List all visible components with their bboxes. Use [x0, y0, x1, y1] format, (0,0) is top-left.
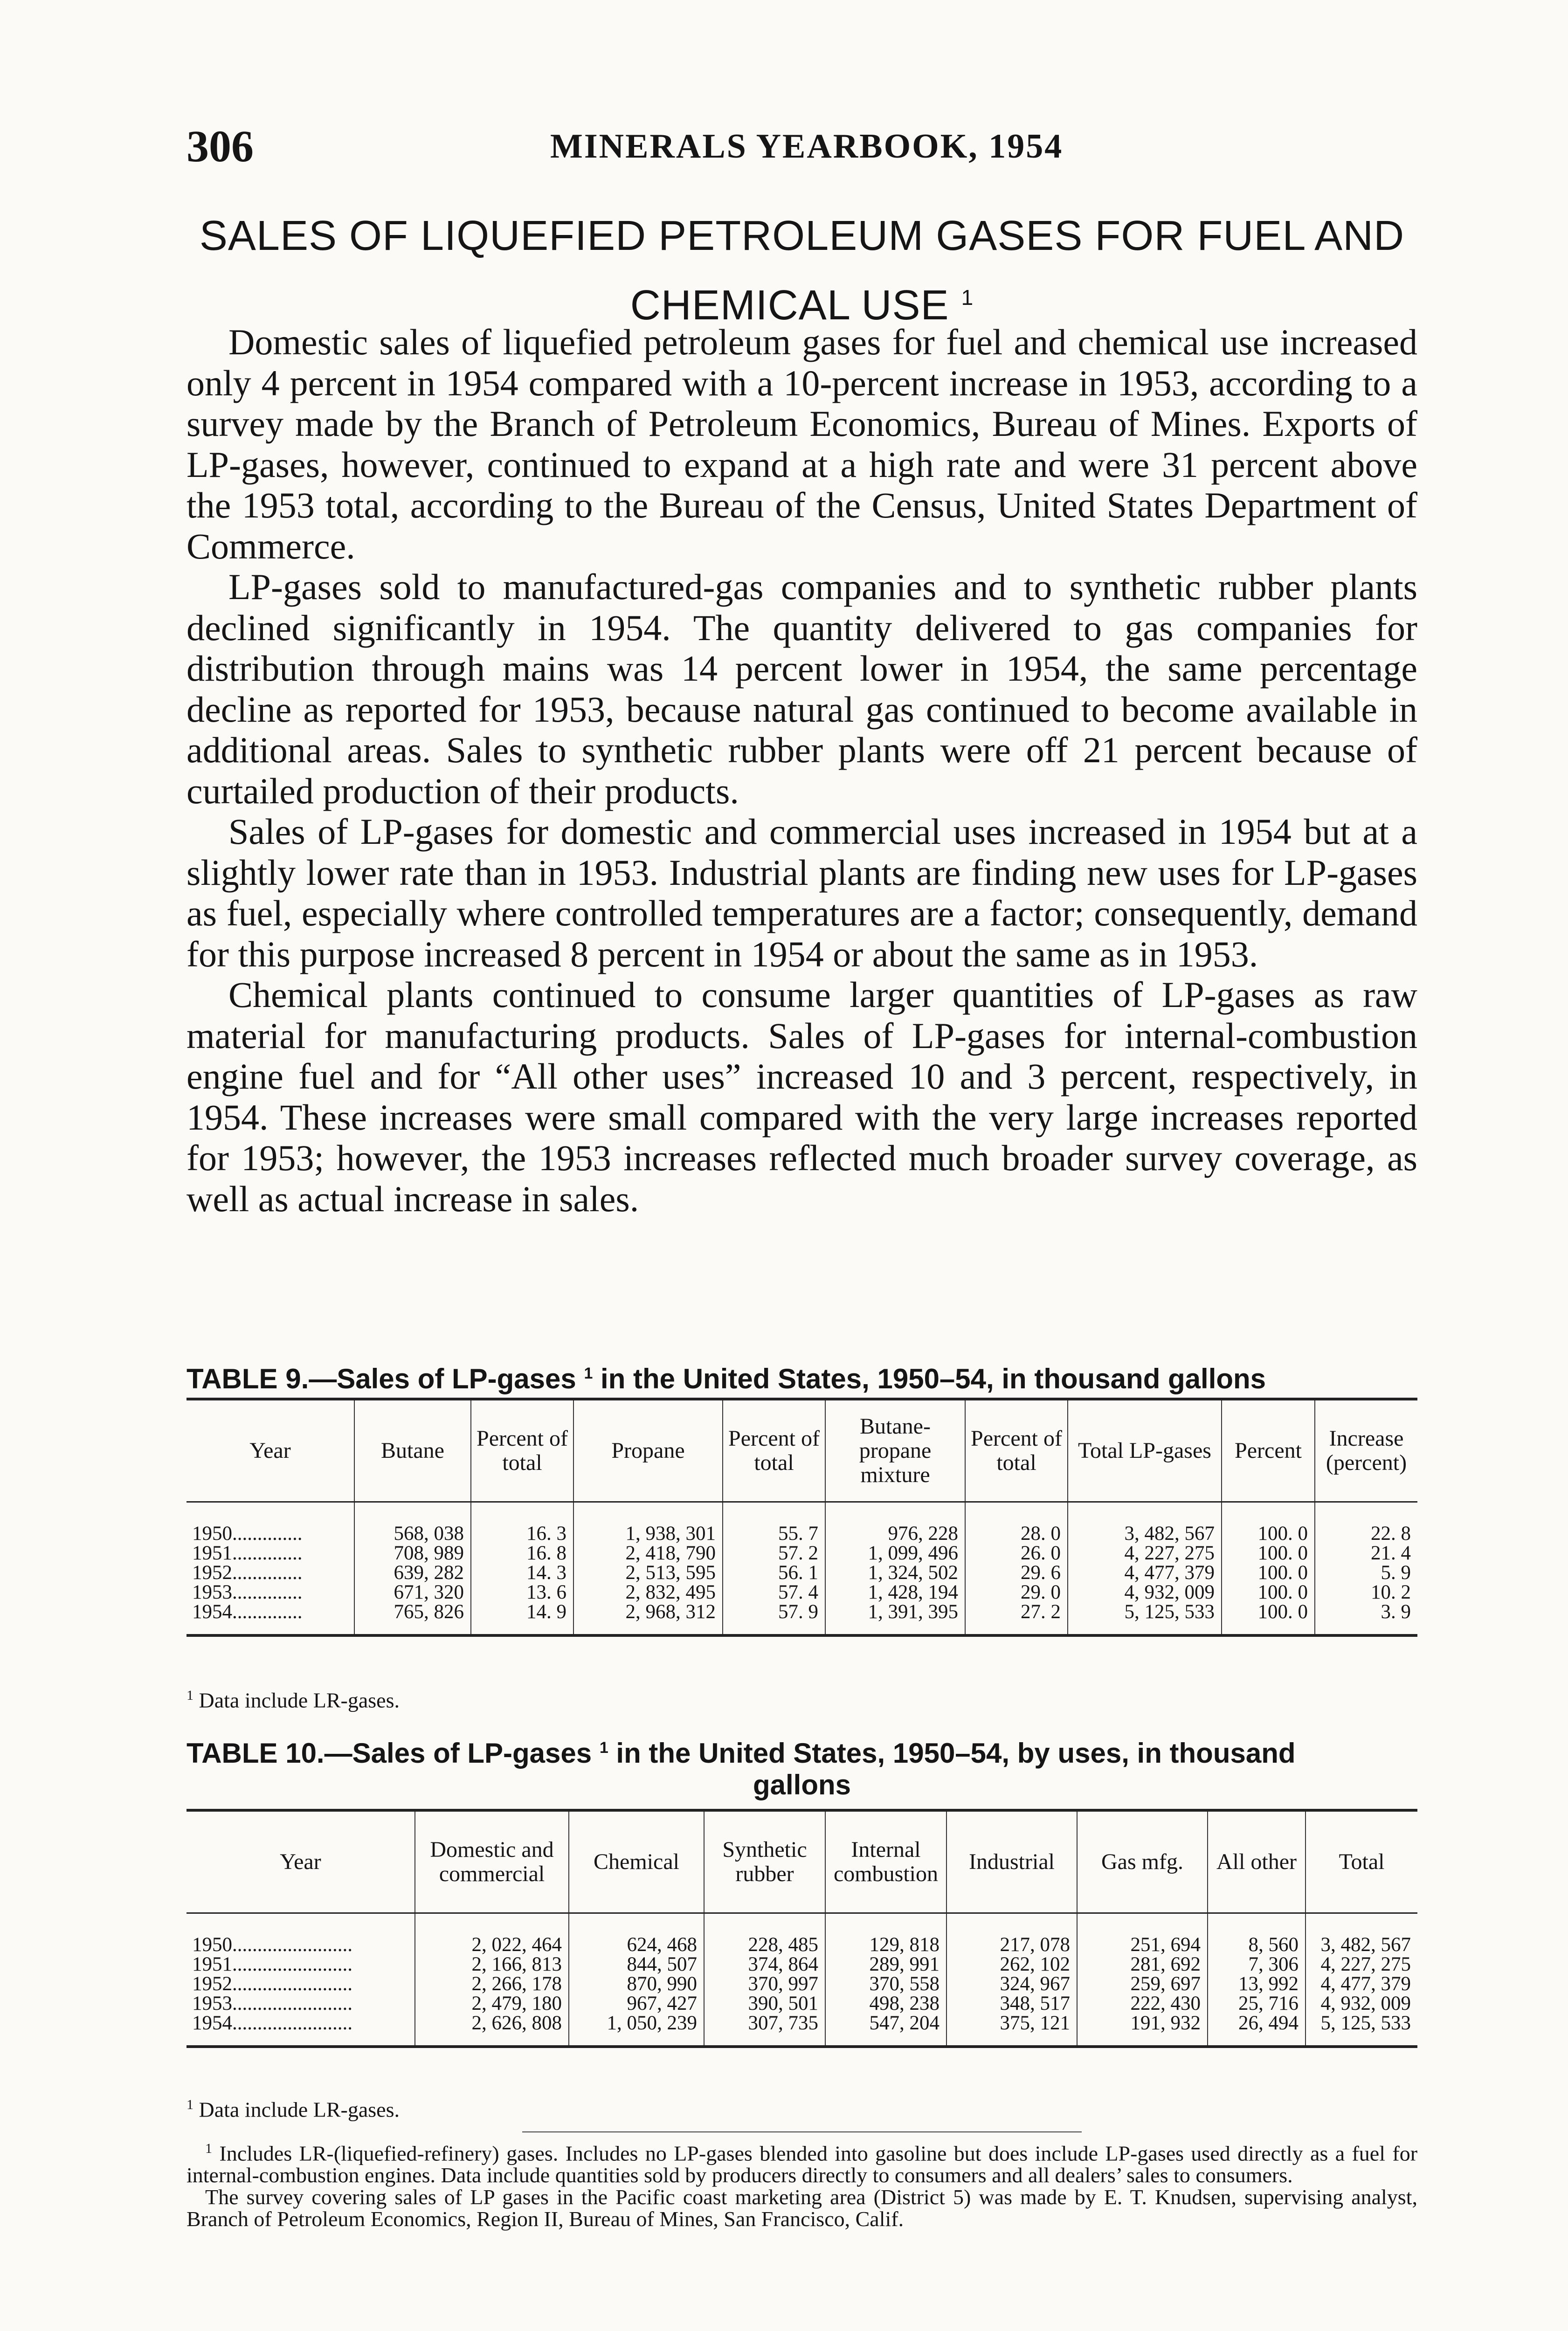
table-cell: 191, 932 [1077, 2014, 1208, 2047]
table-cell: 100. 0 [1222, 1544, 1315, 1563]
table-cell: 2, 832, 495 [573, 1583, 723, 1602]
table-cell: 10. 2 [1315, 1583, 1417, 1602]
table-9-col-header: Percent of total [723, 1399, 825, 1502]
table-cell: 2, 626, 808 [415, 2014, 569, 2047]
table-10-col-header: Internal combustion [825, 1810, 946, 1913]
table-cell: 2, 022, 464 [415, 1913, 569, 1955]
table-10-col-header: Total [1306, 1810, 1417, 1913]
table-cell: 28. 0 [965, 1502, 1068, 1544]
footnote-divider [522, 2131, 1082, 2132]
table-cell: 2, 479, 180 [415, 1994, 569, 2014]
running-head: MINERALS YEARBOOK, 1954 [550, 127, 1064, 166]
table-cell: 100. 0 [1222, 1502, 1315, 1544]
table-cell: 222, 430 [1077, 1994, 1208, 2014]
table-cell: 57. 2 [723, 1544, 825, 1563]
table-10-footnote: $^1$ Data include LR-gases. [187, 2097, 400, 2122]
table-cell: 765, 826 [354, 1602, 471, 1635]
table-cell: 14. 9 [471, 1602, 573, 1635]
year-cell: 1950........................ [192, 1934, 352, 1956]
table-row [187, 1583, 1417, 1602]
year-cell: 1952.............. [192, 1562, 303, 1584]
table-cell: 4, 932, 009 [1068, 1583, 1222, 1602]
table-cell: 29. 0 [965, 1583, 1068, 1602]
year-cell: 1951.............. [192, 1542, 303, 1564]
table-row [187, 1544, 1417, 1563]
table-cell: 26. 0 [965, 1544, 1068, 1563]
year-cell: 1951........................ [192, 1953, 352, 1975]
table-10 [187, 1809, 1417, 2048]
footnote: The survey covering sales of LP gases in the Pacific coast marketing area (District 5) was made by E. T. Knudsen, supervising analyst, Branch of Petroleum Economics, Region II, Bureau of Mines, San Francisco, Calif. [187, 2185, 1417, 2231]
table-cell: 639, 282 [354, 1563, 471, 1583]
paragraph: Chemical plants continued to consume larger quantities of LP-gases as raw material for manufacturing products. Sales of LP-gases for internal-combustion engine fuel and for “All other uses” increased 10 and 3 percent, respectively, in 1954. These increases were small compared with the very large increases reported for 1953; however, the 1953 increases reflected much broader survey coverage, as well as actual increase in sales. [187, 974, 1417, 1219]
table-9-title-prefix: TABLE 9.—Sales of LP-gases [187, 1363, 576, 1394]
table-cell: 217, 078 [946, 1913, 1077, 1955]
section-title-line-1: SALES OF LIQUEFIED PETROLEUM GASES FOR FUEL AND [199, 213, 1405, 259]
table-cell: 56. 1 [723, 1563, 825, 1583]
table-cell: 100. 0 [1222, 1583, 1315, 1602]
table-cell: 29. 6 [965, 1563, 1068, 1583]
table-row [187, 1994, 1417, 2014]
table-row [187, 2014, 1417, 2047]
year-cell: 1953.............. [192, 1581, 303, 1603]
table-row [187, 1563, 1417, 1583]
table-cell: 4, 477, 379 [1068, 1563, 1222, 1583]
table-cell: 844, 507 [569, 1955, 704, 1974]
table-cell: 13, 992 [1208, 1974, 1306, 1994]
table-cell: 4, 227, 275 [1306, 1955, 1417, 1974]
table-cell: 251, 694 [1077, 1913, 1208, 1955]
page-footnotes [187, 2138, 1417, 2230]
table-cell: 5, 125, 533 [1068, 1602, 1222, 1635]
table-cell: 324, 967 [946, 1974, 1077, 1994]
table-10-title-suffix: in the United States, 1950–54, by uses, in thousand [616, 1738, 1296, 1769]
table-cell: 259, 697 [1077, 1974, 1208, 1994]
table-cell: 8, 560 [1208, 1913, 1306, 1955]
table-cell: 2, 266, 178 [415, 1974, 569, 1994]
table-cell: 370, 997 [704, 1974, 825, 1994]
table-cell: 708, 989 [354, 1544, 471, 1563]
table-cell: 3. 9 [1315, 1602, 1417, 1635]
table-10-col-header: All other [1208, 1810, 1306, 1913]
table-cell: 4, 932, 009 [1306, 1994, 1417, 2014]
table-cell: 100. 0 [1222, 1563, 1315, 1583]
year-cell: 1953........................ [192, 1993, 352, 2014]
table-cell: 1, 428, 194 [825, 1583, 965, 1602]
table-cell: 289, 991 [825, 1955, 946, 1974]
table-cell: 22. 8 [1315, 1502, 1417, 1544]
table-cell: 2, 513, 595 [573, 1563, 723, 1583]
table-cell: 870, 990 [569, 1974, 704, 1994]
table-cell: 2, 968, 312 [573, 1602, 723, 1635]
table-10-col-header: Year [187, 1810, 415, 1913]
paragraph: Sales of LP-gases for domestic and commercial uses increased in 1954 but at a slightly lower rate than in 1953. Industrial plants are finding new uses for LP-gases as fuel, especially where controlled temperatures are a factor; consequently, demand for this purpose increased 8 percent in 1954 or about the same as in 1953. [187, 811, 1417, 974]
table-cell: 27. 2 [965, 1602, 1068, 1635]
table-cell: 100. 0 [1222, 1602, 1315, 1635]
table-10-col-header: Industrial [946, 1810, 1077, 1913]
table-9-col-header: Propane [573, 1399, 723, 1502]
table-cell: 57. 4 [723, 1583, 825, 1602]
table-cell: 374, 864 [704, 1955, 825, 1974]
table-cell: 262, 102 [946, 1955, 1077, 1974]
table-cell: 57. 9 [723, 1602, 825, 1635]
table-cell: 4, 477, 379 [1306, 1974, 1417, 1994]
table-row [187, 1974, 1417, 1994]
table-9-col-header: Percent of total [965, 1399, 1068, 1502]
table-cell: 281, 692 [1077, 1955, 1208, 1974]
table-row [187, 1955, 1417, 1974]
table-cell: 498, 238 [825, 1994, 946, 2014]
page-number: 306 [187, 121, 254, 171]
table-cell: 568, 038 [354, 1502, 471, 1544]
section-title [187, 205, 1417, 336]
table-9-header-row [187, 1399, 1417, 1502]
table-row [187, 1913, 1417, 1955]
table-cell: 370, 558 [825, 1974, 946, 1994]
table-cell: 1, 938, 301 [573, 1502, 723, 1544]
table-9-col-header: Butane [354, 1399, 471, 1502]
table-9-col-header: Total LP-gases [1068, 1399, 1222, 1502]
table-cell: 1, 324, 502 [825, 1563, 965, 1583]
year-cell: 1952........................ [192, 1973, 352, 1995]
paragraph: LP-gases sold to manufactured-gas companies and to synthetic rubber plants declined significantly in 1954. The quantity delivered to gas companies for distribution through mains was 14 percent lower in 1954, the same percentage decline as reported for 1953, because natural gas continued to become available in additional areas. Sales to synthetic rubber plants were off 21 percent because of curtailed production of their products. [187, 566, 1417, 811]
table-cell: 16. 3 [471, 1502, 573, 1544]
table-cell: 13. 6 [471, 1583, 573, 1602]
table-cell: 4, 227, 275 [1068, 1544, 1222, 1563]
table-cell: 3, 482, 567 [1068, 1502, 1222, 1544]
table-cell: 375, 121 [946, 2014, 1077, 2047]
table-row [187, 1602, 1417, 1635]
table-cell: 1, 050, 239 [569, 2014, 704, 2047]
table-cell: 16. 8 [471, 1544, 573, 1563]
table-cell: 55. 7 [723, 1502, 825, 1544]
table-cell: 348, 517 [946, 1994, 1077, 2014]
table-9-title-suffix: in the United States, 1950–54, in thousand gallons [601, 1363, 1266, 1394]
table-cell: 671, 320 [354, 1583, 471, 1602]
table-row [187, 1502, 1417, 1544]
table-cell: 26, 494 [1208, 2014, 1306, 2047]
table-10-col-header: Chemical [569, 1810, 704, 1913]
table-9-col-header: Increase (percent) [1315, 1399, 1417, 1502]
table-9-col-header: Year [187, 1399, 354, 1502]
table-cell: 307, 735 [704, 2014, 825, 2047]
table-10-header-row [187, 1810, 1417, 1913]
footnote: $^1$ Includes LR-(liquefied-refinery) gases. Includes no LP-gases blended into gasoline but does include LP-gases used directly as a fuel for internal-combustion engines. Data include quantities sold by producers directly to consumers and all dealers’ sales to consumers. [187, 2141, 1418, 2187]
table-cell: 129, 818 [825, 1913, 946, 1955]
table-10-col-header: Domestic and commercial [415, 1810, 569, 1913]
table-10-title-prefix: TABLE 10.—Sales of LP-gases [187, 1738, 592, 1769]
table-9-col-header: Percent of total [471, 1399, 573, 1502]
title-footnote-mark: 1 [961, 285, 974, 310]
table-cell: 5. 9 [1315, 1563, 1417, 1583]
table-cell: 21. 4 [1315, 1544, 1417, 1563]
table-10-col-header: Gas mfg. [1077, 1810, 1208, 1913]
table-cell: 14. 3 [471, 1563, 573, 1583]
table-cell: 3, 482, 567 [1306, 1913, 1417, 1955]
table-9-title-mark: 1 [584, 1365, 593, 1382]
table-9-col-header: Percent [1222, 1399, 1315, 1502]
table-9 [187, 1398, 1417, 1637]
table-cell: 976, 228 [825, 1502, 965, 1544]
table-cell: 5, 125, 533 [1306, 2014, 1417, 2047]
year-cell: 1954........................ [187, 2014, 415, 2047]
paragraph: Domestic sales of liquefied petroleum gases for fuel and chemical use increased only 4 percent in 1954 compared with a 10-percent increase in 1953, according to a survey made by the Branch of Petroleum Economics, Bureau of Mines. Exports of LP-gases, however, continued to expand at a high rate and were 31 percent above the 1953 total, according to the Bureau of the Census, United States Department of Commerce. [187, 322, 1417, 566]
year-cell: 1954.............. [187, 1602, 354, 1635]
table-9-title [187, 1358, 1417, 1395]
running-header [187, 120, 1417, 176]
table-9-col-header: Butane-propane mixture [825, 1399, 965, 1502]
table-10-title [187, 1732, 1417, 1801]
table-10-title-mark: 1 [599, 1739, 608, 1757]
body-text [187, 322, 1417, 1219]
table-cell: 390, 501 [704, 1994, 825, 2014]
table-cell: 228, 485 [704, 1913, 825, 1955]
year-cell: 1950.............. [192, 1523, 303, 1545]
table-cell: 624, 468 [569, 1913, 704, 1955]
section-title-line-2: CHEMICAL USE $^1$ [630, 282, 974, 329]
table-cell: 25, 716 [1208, 1994, 1306, 2014]
table-cell: 967, 427 [569, 1994, 704, 2014]
table-cell: 1, 391, 395 [825, 1602, 965, 1635]
table-10-col-header: Synthetic rubber [704, 1810, 825, 1913]
table-9-footnote: $^1$ Data include LR-gases. [187, 1688, 400, 1712]
table-cell: 7, 306 [1208, 1955, 1306, 1974]
table-cell: 2, 418, 790 [573, 1544, 723, 1563]
table-10-title-continuation: gallons [753, 1769, 851, 1800]
table-cell: 547, 204 [825, 2014, 946, 2047]
table-cell: 2, 166, 813 [415, 1955, 569, 1974]
table-cell: 1, 099, 496 [825, 1544, 965, 1563]
